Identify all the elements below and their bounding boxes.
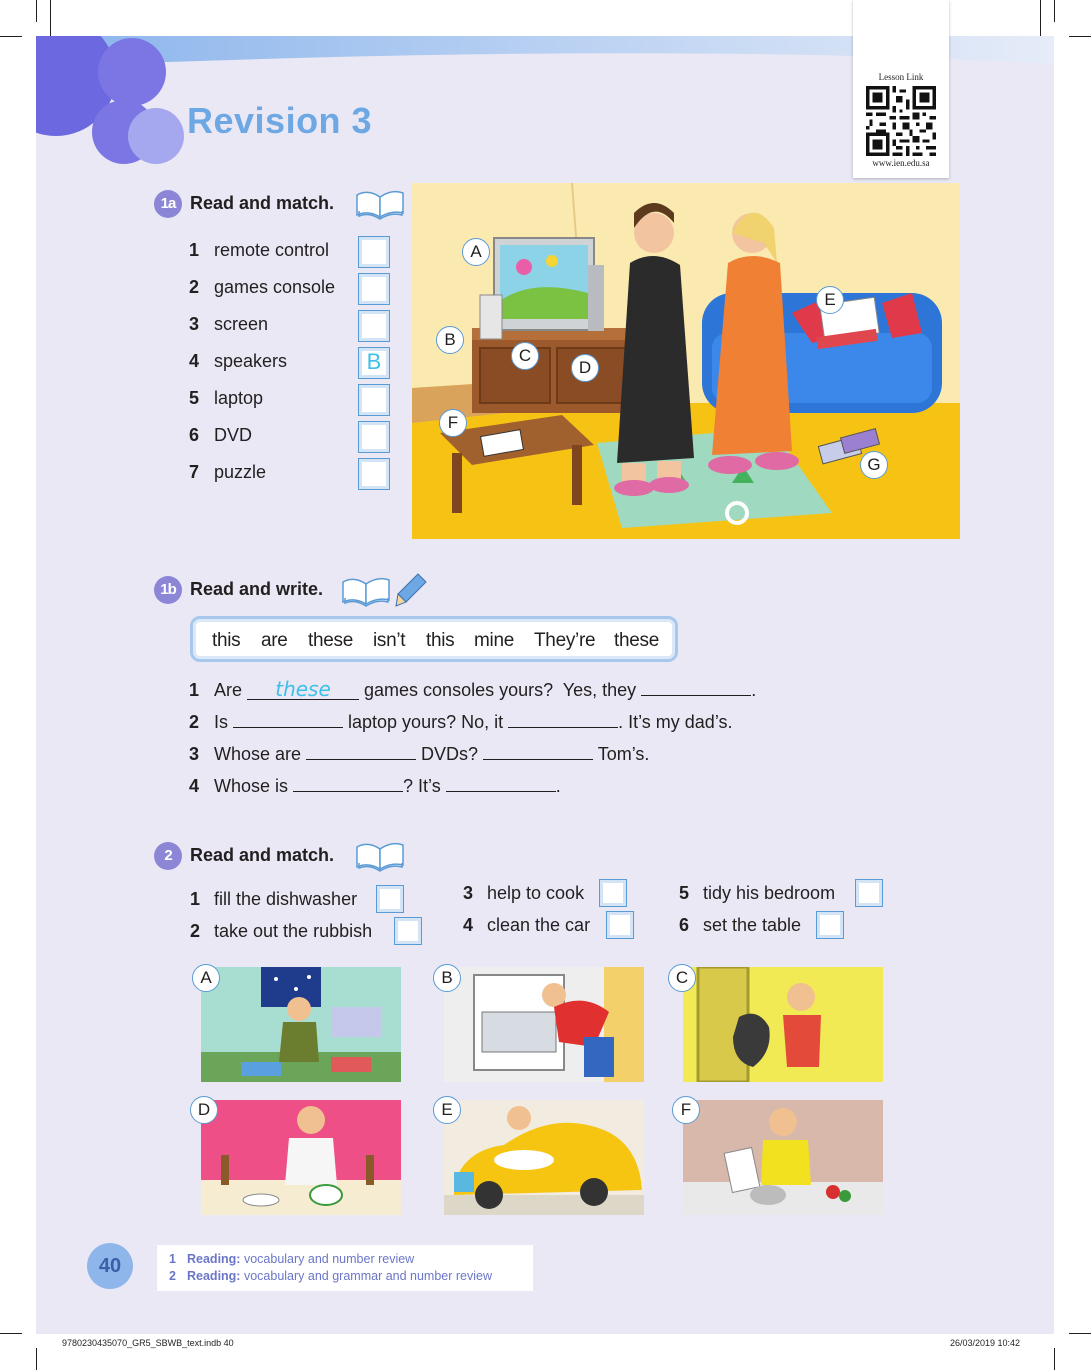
word-box-word: these [614,630,659,651]
picture-label-d: D [190,1096,218,1124]
scene-label-c: C [511,342,539,370]
section-badge-2: 2 [154,842,182,870]
picture-label-f: F [672,1096,700,1124]
section-1b-instruction: Read and write. [190,579,324,599]
item-text: remote control [214,240,330,260]
sentence-number: 1 [189,680,200,700]
picture-b-dishwasher [444,967,644,1082]
item-text: screen [214,314,269,334]
item-text: help to cook [487,883,585,903]
picture-label-b: B [433,964,461,992]
book-icon [354,837,406,873]
answer-blank[interactable] [306,744,416,760]
sentence-text [214,712,733,733]
answer-blank[interactable] [508,712,618,728]
note-text: vocabulary and grammar and number review [243,1269,493,1283]
answer-box[interactable] [394,917,422,945]
word-box-word: this [426,630,455,651]
sentence-row [189,712,829,738]
picture-e-cleaning-car [444,1100,644,1215]
chore-item [190,917,425,947]
sentence-row [189,744,829,770]
item-number: 2 [189,277,200,297]
item-number: 1 [189,240,200,260]
item-text: take out the rubbish [214,921,373,941]
sentence-number: 2 [189,712,200,732]
chore-item [463,911,638,941]
living-room-illustration [412,183,960,539]
list-item [189,347,399,377]
sentence-text [214,677,757,701]
scene-label-f: F [439,409,467,437]
scene-label-a: A [462,238,490,266]
word-box [190,616,678,662]
page-title: Revision 3 [187,100,373,141]
item-text: set the table [703,915,802,935]
scene-label-b: B [436,326,464,354]
item-number: 2 [190,921,201,941]
word-box-word: mine [474,630,514,651]
lesson-link-url: www.ien.edu.sa [872,158,930,168]
answer-box[interactable] [358,421,390,453]
item-text: games console [214,277,336,297]
note-line [169,1268,533,1285]
answer-blank[interactable] [641,680,751,696]
list-item [189,384,399,414]
sentence-part: Are [214,680,248,700]
item-text: laptop [214,388,264,408]
lesson-link-card[interactable] [853,0,949,178]
sentence-row [189,677,829,706]
item-number: 6 [679,915,690,935]
answer-box[interactable]: B [358,347,390,379]
print-file-info: 9780230435070_GR5_SBWB_text.indb 40 [62,1338,234,1348]
section-1a-instruction: Read and match. [190,193,335,213]
qr-code-icon[interactable] [866,86,936,156]
note-line [169,1251,533,1268]
list-item [189,458,399,488]
item-text: DVD [214,425,253,445]
item-number: 7 [189,462,200,482]
item-text: clean the car [487,915,591,935]
item-number: 5 [679,883,690,903]
section-2-instruction: Read and match. [190,845,335,865]
answer-box[interactable] [358,384,390,416]
chore-item [463,879,633,909]
note-label: Reading: [187,1269,241,1283]
picture-d-setting-table [201,1100,401,1215]
word-box-word: isn’t [373,630,406,651]
answer-box[interactable] [376,885,404,913]
sentence-row [189,776,829,802]
print-timestamp: 26/03/2019 10:42 [950,1338,1021,1348]
sentence-part: Whose are [214,744,307,764]
answer-blank[interactable] [293,776,403,792]
answer-blank[interactable] [483,744,593,760]
sentence-text [214,776,561,797]
sentence-part: . [555,776,561,796]
answer-box[interactable] [358,236,390,268]
list-item [189,273,399,303]
note-text: vocabulary and number review [243,1252,415,1266]
section-badge-1b: 1b [154,576,182,604]
picture-label-c: C [668,964,696,992]
sentence-part: Tom’s. [593,744,650,764]
answer-box[interactable] [599,879,627,907]
answer-blank[interactable] [446,776,556,792]
lesson-link-label: Lesson Link [878,72,924,82]
picture-c-rubbish [683,967,883,1082]
item-text: puzzle [214,462,267,482]
word-box-word: are [261,630,288,651]
word-box-word: They’re [534,630,596,651]
answer-box[interactable] [358,310,390,342]
note-label: Reading: [187,1252,241,1266]
item-number: 6 [189,425,200,445]
sentence-part: ? It’s [403,776,446,796]
item-text: fill the dishwasher [214,889,358,909]
answer-box[interactable] [855,879,883,907]
scene-label-d: D [571,354,599,382]
picture-f-cooking [683,1100,883,1215]
sentence-part: Is [214,712,234,732]
sentence-part: games consoles yours? Yes, they [359,680,642,700]
section-badge-1a: 1a [154,190,182,218]
scene-label-e: E [816,286,844,314]
book-icon [354,185,406,221]
chore-item [679,879,889,909]
item-number: 1 [190,889,201,909]
book-icon [340,572,392,608]
answer-box[interactable] [606,911,634,939]
list-item [189,421,399,451]
answer-blank[interactable]: these [247,684,359,700]
sentence-text [214,744,649,765]
note-number: 1 [169,1252,176,1266]
note-number: 2 [169,1269,176,1283]
picture-label-e: E [433,1096,461,1124]
item-number: 4 [189,351,200,371]
item-number: 4 [463,915,474,935]
chore-item [190,885,410,915]
pencil-icon [394,572,428,608]
list-item [189,236,399,266]
word-box-word: these [308,630,353,651]
item-number: 3 [463,883,474,903]
chore-item [679,911,849,941]
sentence-number: 4 [189,776,200,796]
item-number: 5 [189,388,200,408]
sentence-part: laptop yours? No, it [343,712,509,732]
sentence-part: . It’s my dad’s. [618,712,733,732]
answer-box[interactable] [816,911,844,939]
sentence-part: DVDs? [416,744,484,764]
answer-blank[interactable] [233,712,343,728]
word-box-word: this [212,630,241,651]
answer-box[interactable] [358,273,390,305]
item-text: speakers [214,351,288,371]
picture-label-a: A [192,964,220,992]
sentence-part: Whose is [214,776,294,796]
sentence-part: . [751,680,757,700]
list-item [189,310,399,340]
picture-a-tidying-bedroom [201,967,401,1082]
item-number: 3 [189,314,200,334]
scene-label-g: G [860,451,888,479]
sentence-number: 3 [189,744,200,764]
page-number: 40 [87,1243,133,1289]
item-text: tidy his bedroom [703,883,836,903]
answer-box[interactable] [358,458,390,490]
teacher-notes [157,1245,533,1291]
